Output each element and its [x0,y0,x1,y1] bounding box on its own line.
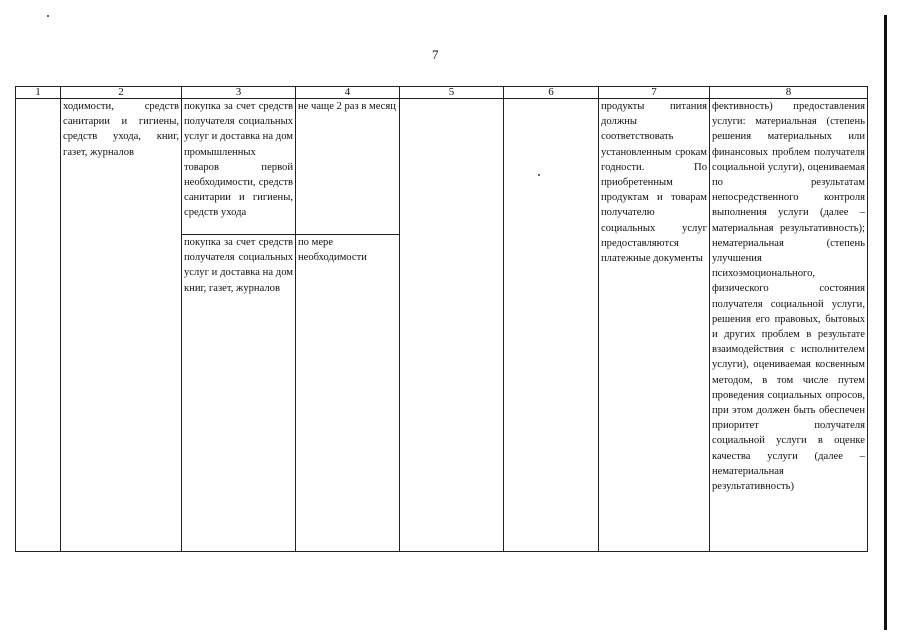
table-row [16,99,868,235]
cell-col5 [400,99,504,552]
cell-col4-a: не чаще 2 раз в месяц [296,99,400,235]
service-table [15,86,868,552]
header-cell-4: 4 [296,87,400,99]
header-cell-3: 3 [182,87,296,99]
cell-col7: продукты питания должны соответствовать установленным срокам годности. По приобретенным продуктам и товарам получателю социальных услуг предоставляются платежные документы [599,99,710,552]
cell-col1 [16,99,61,552]
header-cell-7: 7 [599,87,710,99]
header-cell-6: 6 [504,87,599,99]
cell-col3-a: покупка за счет средств получателя социальных услуг и доставка на дом промышленных товаров первой необходимости, средств санитарии и гигиены, средств ухода [182,99,296,235]
cell-col8: фективность) предоставления услуги: материальная (степень решения материальных или финансовых проблем получателя социальной услуги), оцениваемая по результатам непосредственного контроля выполнения услуги (далее – материальная результативность); нематериальная (степень улучшения психоэмоционального, физического состояния получателя социальной услуги, решения его правовых, бытовых и других проблем в результате взаимодействия с исполнителем услуги), оцениваемая косвенным методом, в том числе путем проведения социальных опросов, при этом должен быть обеспечен приоритет получателя социальной услуги в оценке качества услуги (далее – нематериальная результативность) [710,99,868,552]
header-cell-1: 1 [16,87,61,99]
cell-col4-b: по мере необходимости [296,235,400,552]
header-cell-5: 5 [400,87,504,99]
scan-speck [47,15,49,17]
cell-col3-b: покупка за счет средств получателя социальных услуг и доставка на дом книг, газет, журналов [182,235,296,552]
page-number: 7 [432,47,439,62]
header-row [16,87,868,99]
page-edge-bar [884,15,887,630]
header-cell-8: 8 [710,87,868,99]
header-cell-2: 2 [61,87,182,99]
cell-col2: ходимости, средств санитарии и гигиены, средств ухода, книг, газет, журналов [61,99,182,552]
cell-col6 [504,99,599,552]
